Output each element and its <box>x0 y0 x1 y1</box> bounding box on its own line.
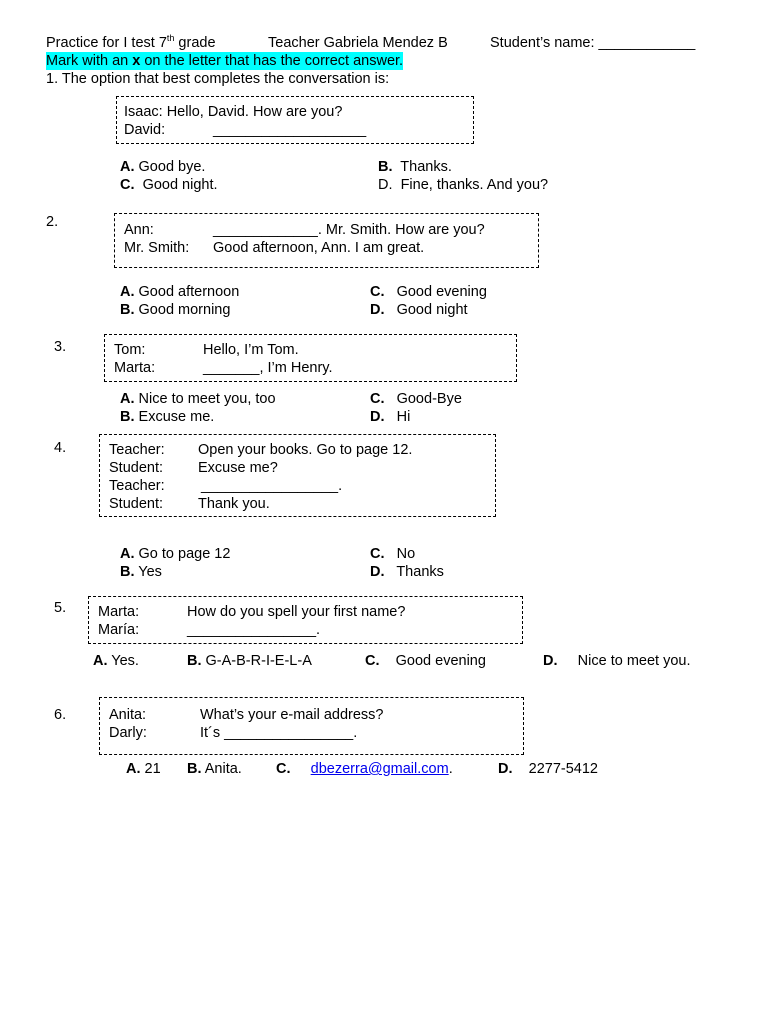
q2-option-d[interactable]: D. Good night <box>370 302 468 318</box>
q6-option-a[interactable]: A. 21 <box>126 761 161 777</box>
instructions: Mark with an x on the letter that has the correct answer. <box>46 53 404 69</box>
dialog-speaker: Student: <box>109 496 164 512</box>
q4-option-d[interactable]: D. Thanks <box>370 564 444 580</box>
dialog-line: Excuse me? <box>198 460 278 476</box>
dialog-line: Hello, I’m Tom. <box>203 342 299 358</box>
q3-option-d[interactable]: D. Hi <box>370 409 411 425</box>
dialog-speaker: Mr. Smith: <box>124 240 190 256</box>
question-4-number: 4. <box>54 440 67 456</box>
question-2-dialog-box <box>114 213 539 268</box>
dialog-line: ________________. <box>187 622 321 638</box>
worksheet-title: Practice for I test 7th grade <box>46 33 216 51</box>
question-3-dialog-box <box>104 334 517 382</box>
dialog-speaker: Teacher: <box>109 442 165 458</box>
dialog-line: ___________________ <box>213 122 367 138</box>
q3-option-b[interactable]: B. Excuse me. <box>120 409 215 425</box>
q4-option-b[interactable]: B. Yes <box>120 564 162 580</box>
dialog-speaker: María: <box>98 622 140 638</box>
dialog-line: _________________. <box>201 478 343 494</box>
student-name-field: Student’s name: ____________ <box>490 35 696 51</box>
dialog-line: How do you spell your first name? <box>187 604 406 620</box>
dialog-speaker: Marta: <box>114 360 156 376</box>
dialog-speaker: Marta: <box>98 604 140 620</box>
q6-option-c[interactable]: C. dbezerra@gmail.com. <box>276 761 453 777</box>
q5-option-a[interactable]: A. Yes. <box>93 653 139 669</box>
dialog-speaker: David: <box>124 122 166 138</box>
question-1-prompt: 1. The option that best completes the conversation is: <box>46 71 390 87</box>
question-5-number: 5. <box>54 600 67 616</box>
dialog-line: Open your books. Go to page 12. <box>198 442 413 458</box>
q5-option-d[interactable]: D. Nice to meet you. <box>543 653 691 669</box>
question-1-dialog-box <box>116 96 474 144</box>
question-6-number: 6. <box>54 707 67 723</box>
dialog-speaker: Teacher: <box>109 478 165 494</box>
q5-option-c[interactable]: C. Good evening <box>365 653 486 669</box>
q2-option-c[interactable]: C. Good evening <box>370 284 487 300</box>
question-4-dialog-box <box>99 434 496 517</box>
email-link[interactable]: dbezerra@gmail.com <box>310 761 449 777</box>
q3-option-a[interactable]: A. Nice to meet you, too <box>120 391 276 407</box>
q4-option-c[interactable]: C. No <box>370 546 416 562</box>
question-5-dialog-box <box>88 596 523 644</box>
q1-option-a[interactable]: A. Good bye. <box>120 159 206 175</box>
dialog-line: _____________. Mr. Smith. How are you? <box>213 222 485 238</box>
q1-option-c[interactable]: C. Good night. <box>120 177 218 193</box>
q2-option-b[interactable]: B. Good morning <box>120 302 231 318</box>
question-3-number: 3. <box>54 339 67 355</box>
dialog-speaker: Tom: <box>114 342 146 358</box>
q6-option-d[interactable]: D. 2277-5412 <box>498 761 598 777</box>
question-6-dialog-box <box>99 697 524 755</box>
q6-option-b[interactable]: B. Anita. <box>187 761 242 777</box>
q1-option-b[interactable]: B. Thanks. <box>378 159 452 175</box>
dialog-line: _______, I’m Henry. <box>203 360 333 376</box>
question-2-number: 2. <box>46 214 59 230</box>
dialog-line: Isaac: Hello, David. How are you? <box>124 104 343 120</box>
dialog-speaker: Student: <box>109 460 164 476</box>
q3-option-c[interactable]: C. Good-Bye <box>370 391 462 407</box>
dialog-line: What’s your e-mail address? <box>200 707 384 723</box>
dialog-speaker: Ann: <box>124 222 154 238</box>
dialog-speaker: Anita: <box>109 707 147 723</box>
q5-option-b[interactable]: B. G-A-B-R-I-E-L-A <box>187 653 312 669</box>
q1-option-d[interactable]: D. Fine, thanks. And you? <box>378 177 549 193</box>
dialog-line: It´s ________________. <box>200 725 358 741</box>
q2-option-a[interactable]: A. Good afternoon <box>120 284 240 300</box>
dialog-speaker: Darly: <box>109 725 147 741</box>
dialog-line: Thank you. <box>198 496 270 512</box>
q4-option-a[interactable]: A. Go to page 12 <box>120 546 231 562</box>
teacher-name: Teacher Gabriela Mendez B <box>268 35 448 51</box>
dialog-line: Good afternoon, Ann. I am great. <box>213 240 425 256</box>
